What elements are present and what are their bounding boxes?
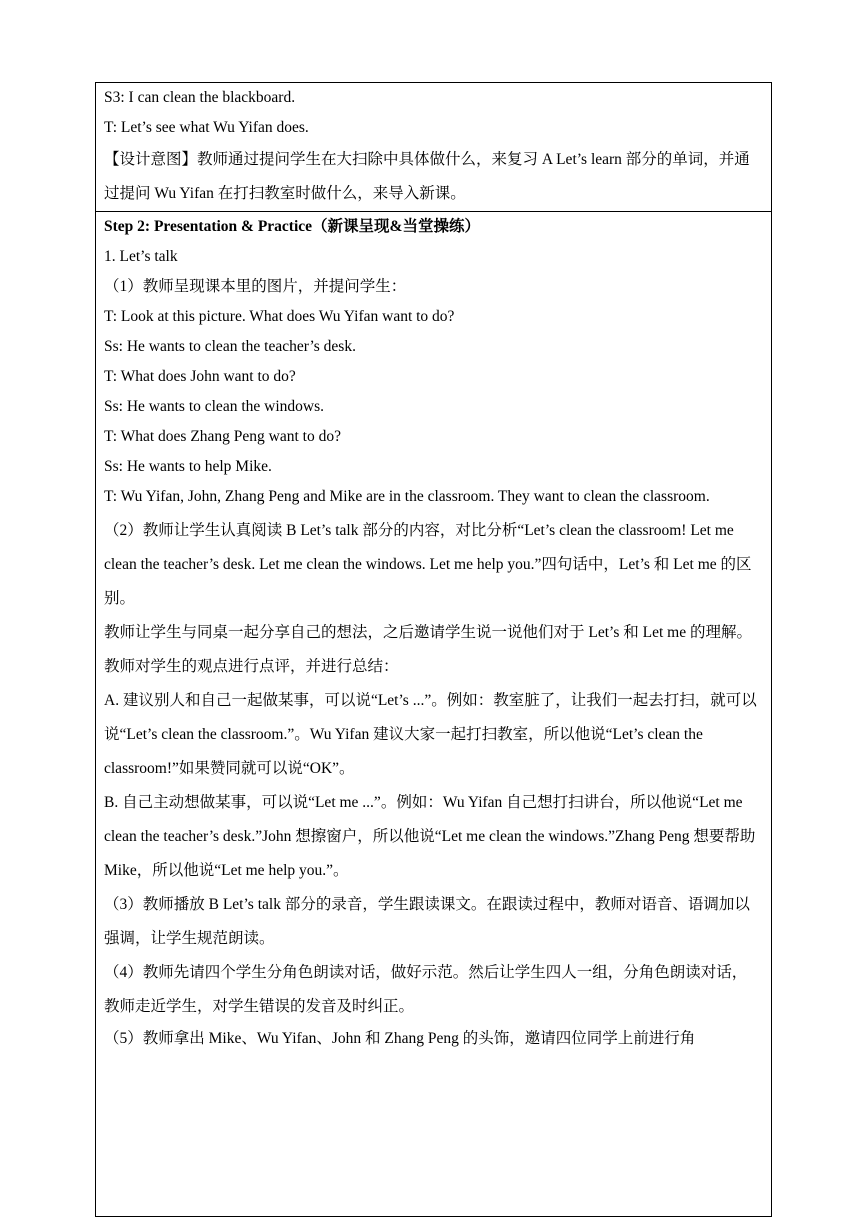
design-intent: 【设计意图】教师通过提问学生在大扫除中具体做什么，来复习 A Let’s learn 部分的单词，并通过提问 Wu Yifan 在打扫教室时做什么，来导入新课。 (104, 151, 750, 202)
summary-intro: 教师对学生的观点进行点评，并进行总结： (104, 658, 399, 675)
dialogue-line: T: Look at this picture. What does Wu Yifan want to do? (104, 308, 455, 325)
dialogue-line: T: What does Zhang Peng want to do? (104, 428, 341, 445)
dialogue-line: Ss: He wants to clean the teacher’s desk. (104, 338, 356, 355)
step-1: （1）教师呈现课本里的图片，并提问学生： (104, 278, 407, 295)
dialogue-line: Ss: He wants to clean the windows. (104, 398, 324, 415)
lesson-plan-table (95, 82, 772, 1217)
presentation-cell (96, 212, 772, 1217)
dialogue-line: Ss: He wants to help Mike. (104, 458, 272, 475)
table-row (96, 83, 772, 212)
dialogue-line: S3: I can clean the blackboard. (104, 89, 296, 106)
point-b: B. 自己主动想做某事，可以说“Let me ...”。例如：Wu Yifan 自己想打扫讲台，所以他说“Let me clean the teacher’s desk.”John 想擦窗户，所以他说“Let me clean the windows.”Zhang Peng 想要帮助 Mike，所以他说“Let me help you.”。 (104, 794, 756, 879)
subheading: 1. Let’s talk (104, 248, 178, 265)
share-paragraph: 教师让学生与同桌一起分享自己的想法，之后邀请学生说一说他们对于 Let’s 和 Let me 的理解。 (104, 624, 752, 641)
dialogue-line: T: Let’s see what Wu Yifan does. (104, 119, 309, 136)
dialogue-line: T: What does John want to do? (104, 368, 296, 385)
step-2: （2）教师让学生认真阅读 B Let’s talk 部分的内容，对比分析“Let’s clean the classroom! Let me clean the teacher’s desk. Let me clean the windows. Let me help you.”四句话中，Let’s 和 Let me 的区别。 (104, 522, 752, 607)
step-5: （5）教师拿出 Mike、Wu Yifan、John 和 Zhang Peng 的头饰，邀请四位同学上前进行角 (104, 1030, 696, 1047)
table-row (96, 212, 772, 1217)
dialogue-line: T: Wu Yifan, John, Zhang Peng and Mike are in the classroom. They want to clean the classroom. (104, 488, 710, 505)
step-heading: Step 2: Presentation & Practice（新课呈现&当堂操练） (104, 218, 480, 235)
review-cell (96, 83, 772, 212)
step-3: （3）教师播放 B Let’s talk 部分的录音，学生跟读课文。在跟读过程中，教师对语音、语调加以强调，让学生规范朗读。 (104, 896, 750, 947)
point-a: A. 建议别人和自己一起做某事，可以说“Let’s ...”。例如：教室脏了，让我们一起去打扫，就可以说“Let’s clean the classroom.”。Wu Yifan 建议大家一起打扫教室，所以他说“Let’s clean the classroom!”如果赞同就可以说“OK”。 (104, 692, 757, 777)
step-4: （4）教师先请四个学生分角色朗读对话，做好示范。然后让学生四人一组，分角色朗读对话，教师走近学生，对学生错误的发音及时纠正。 (104, 964, 748, 1015)
